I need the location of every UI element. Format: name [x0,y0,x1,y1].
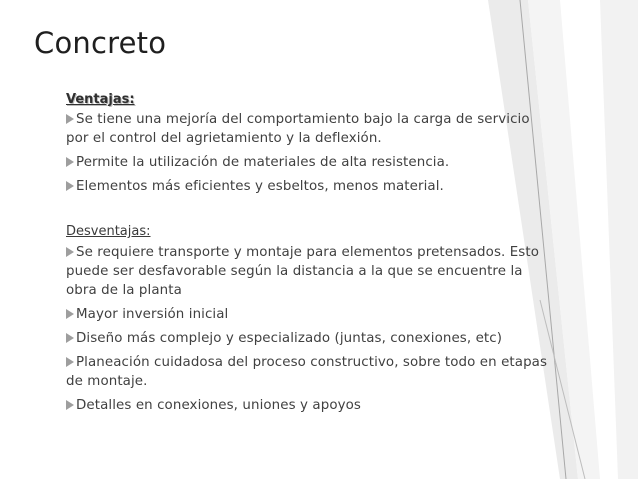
disadvantages-list [66,243,556,415]
disadvantages-section [66,224,556,415]
triangle-bullet-icon [66,400,74,410]
slide-content [66,92,556,415]
triangle-bullet-icon [66,114,74,124]
advantages-section [66,92,556,196]
decorative-right-panel [600,0,638,479]
list-item-text: Diseño más complejo y especializado (juntas, conexiones, etc) [76,331,503,346]
triangle-bullet-icon [66,333,74,343]
triangle-bullet-icon [66,181,74,191]
list-item [66,177,556,196]
triangle-bullet-icon [66,309,74,319]
list-item [66,110,556,148]
advantages-list [66,110,556,196]
list-item [66,396,556,415]
disadvantages-heading: Desventajas: [66,224,151,239]
list-item [66,329,556,348]
list-item [66,305,556,324]
list-item-text: Permite la utilización de materiales de alta resistencia. [76,155,450,170]
triangle-bullet-icon [66,247,74,257]
advantages-heading: Ventajas: [66,92,135,107]
list-item [66,243,556,300]
list-item-text: Se requiere transporte y montaje para elementos pretensados. Esto puede ser desfavorable según la distancia a la que se encuentre la obra de la planta [66,245,540,298]
list-item [66,153,556,172]
list-item [66,353,556,391]
slide-title: Concreto [34,26,167,60]
list-item-text: Elementos más eficientes y esbeltos, menos material. [76,179,444,194]
list-item-text: Detalles en conexiones, uniones y apoyos [76,398,362,413]
triangle-bullet-icon [66,357,74,367]
list-item-text: Se tiene una mejoría del comportamiento bajo la carga de servicio por el control del agrietamiento y la deflexión. [66,112,530,146]
list-item-text: Planeación cuidadosa del proceso constructivo, sobre todo en etapas de montaje. [66,355,548,389]
list-item-text: Mayor inversión inicial [76,307,229,322]
triangle-bullet-icon [66,157,74,167]
